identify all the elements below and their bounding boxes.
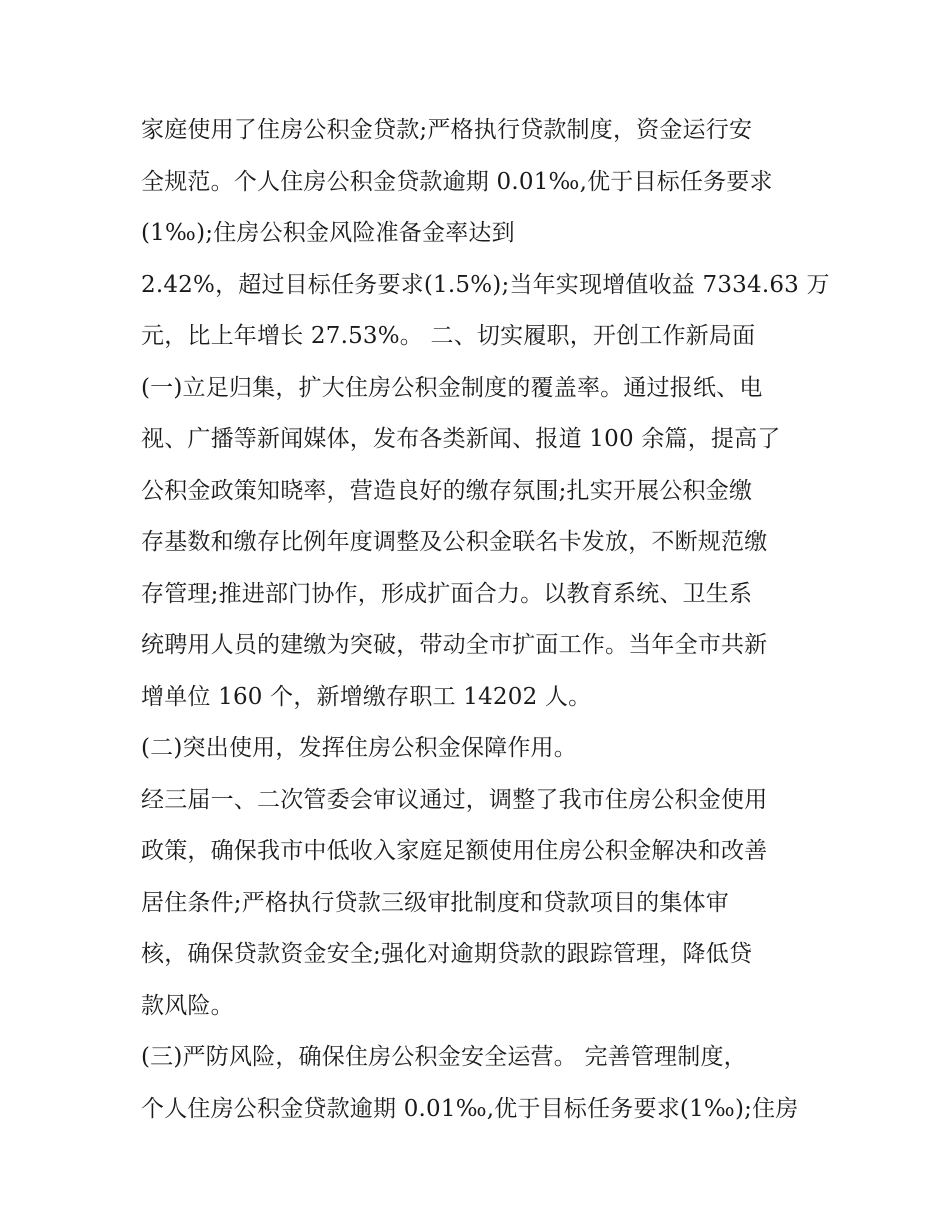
text-line: 个人住房公积金贷款逾期 0.01‰,优于目标任务要求(1‰);住房 bbox=[141, 1095, 799, 1122]
text-line: 存管理;推进部门协作，形成扩面合力。以教育系统、卫生系 bbox=[141, 580, 753, 607]
text-line: (1‰);住房公积金风险准备金率达到 bbox=[141, 220, 515, 246]
text-line: 款风险。 bbox=[141, 992, 234, 1019]
text-line: 核，确保贷款资金安全;强化对逾期贷款的跟踪管理，降低贷 bbox=[141, 941, 753, 967]
text-line: 统聘用人员的建缴为突破，带动全市扩面工作。当年全市共新 bbox=[141, 632, 768, 658]
text-line: 经三届一、二次管委会审议通过，调整了我市住房公积金使用 bbox=[141, 786, 768, 813]
text-line: 增单位 160 个，新增缴存职工 14202 人。 bbox=[141, 683, 592, 710]
text-line: 全规范。个人住房公积金贷款逾期 0.01‰,优于目标任务要求 bbox=[141, 168, 773, 195]
section-heading-3: (三)严防风险，确保住房公积金安全运营。 完善管理制度， bbox=[141, 1044, 747, 1070]
text-line: 存基数和缴存比例年度调整及公积金联名卡发放，不断规范缴 bbox=[141, 529, 768, 555]
text-line: 政策，确保我市中低收入家庭足额使用住房公积金解决和改善 bbox=[141, 838, 768, 864]
section-heading-1: (一)立足归集，扩大住房公积金制度的覆盖率。通过报纸、电 bbox=[141, 374, 763, 401]
text-line: 居住条件;严格执行贷款三级审批制度和贷款项目的集体审 bbox=[141, 889, 729, 916]
text-line: 元，比上年增长 27.53%。 二、切实履职，开创工作新局面 bbox=[141, 323, 756, 349]
text-line: 家庭使用了住房公积金贷款;严格执行贷款制度，资金运行安 bbox=[141, 117, 753, 143]
text-line: 视、广播等新闻媒体，发布各类新闻、报道 100 余篇，提高了 bbox=[141, 426, 781, 452]
text-line: 2.42%，超过目标任务要求(1.5%);当年实现增值收益 7334.63 万 bbox=[141, 271, 830, 298]
section-heading-2: (二)突出使用，发挥住房公积金保障作用。 bbox=[141, 735, 577, 761]
document-body bbox=[141, 108, 831, 1138]
text-line: 公积金政策知晓率，营造良好的缴存氛围;扎实开展公积金缴 bbox=[141, 477, 753, 504]
